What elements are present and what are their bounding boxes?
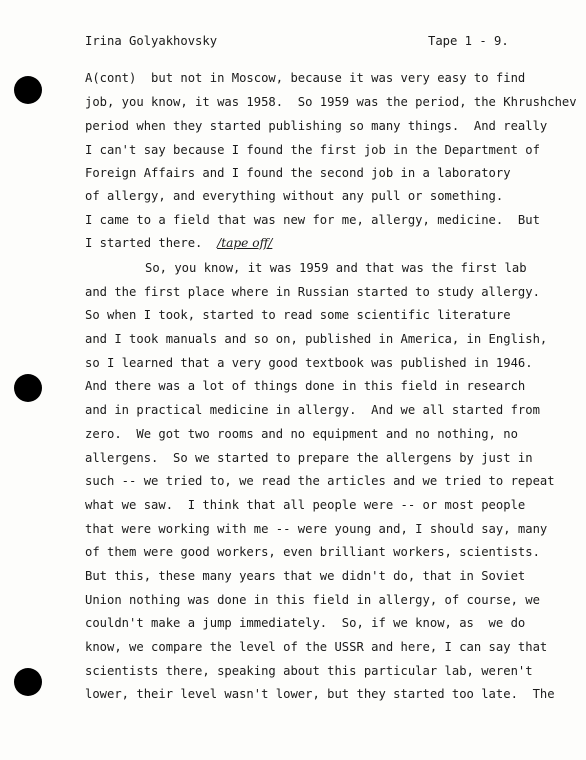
transcript-line: and the first place where in Russian started to study allergy. <box>85 285 540 299</box>
transcript-line: Union nothing was done in this field in allergy, of course, we <box>85 593 540 607</box>
transcript-line: so I learned that a very good textbook was published in 1946. <box>85 356 533 370</box>
transcript-line: what we saw. I think that all people were -- or most people <box>85 498 526 512</box>
transcript-line: of allergy, and everything without any pull or something. <box>85 189 504 203</box>
transcript-line: period when they started publishing so many things. And really <box>85 119 548 133</box>
punch-hole-middle <box>14 374 42 402</box>
transcript-line: such -- we tried to, we read the articles and we tried to repeat <box>85 474 555 488</box>
transcript-line: job, you know, it was 1958. So 1959 was the period, the Khrushchev <box>85 95 577 109</box>
transcript-line: But this, these many years that we didn't do, that in Soviet <box>85 569 526 583</box>
transcript-line: Foreign Affairs and I found the second job in a laboratory <box>85 166 511 180</box>
transcript-line <box>85 237 272 249</box>
transcript-line-text: I started there. <box>85 236 203 250</box>
transcript-line: that were working with me -- were young and, I should say, many <box>85 522 548 536</box>
transcript-line: and in practical medicine in allergy. And we all started from <box>85 403 540 417</box>
tape-off-annotation: /tape off/ <box>217 236 273 250</box>
tape-page-label: Tape 1 - 9. <box>428 34 509 48</box>
transcript-line: And there was a lot of things done in this field in research <box>85 379 526 393</box>
transcript-line: scientists there, speaking about this particular lab, weren't <box>85 664 533 678</box>
punch-hole-bottom <box>14 668 42 696</box>
punch-hole-top <box>14 76 42 104</box>
transcript-line: zero. We got two rooms and no equipment and no nothing, no <box>85 427 518 441</box>
transcript-line: know, we compare the level of the USSR and here, I can say that <box>85 640 548 654</box>
transcript-line: So when I took, started to read some scientific literature <box>85 308 511 322</box>
transcript-line: couldn't make a jump immediately. So, if we know, as we do <box>85 616 526 630</box>
transcript-line: and I took manuals and so on, published in America, in English, <box>85 332 548 346</box>
transcript-line: of them were good workers, even brilliant workers, scientists. <box>85 545 540 559</box>
transcript-line: lower, their level wasn't lower, but they started too late. The <box>85 687 555 701</box>
transcript-line: I can't say because I found the first job in the Department of <box>85 143 540 157</box>
interviewee-name: Irina Golyakhovsky <box>85 34 218 48</box>
transcript-line: A(cont) but not in Moscow, because it was very easy to find <box>85 71 526 85</box>
transcript-line: allergens. So we started to prepare the allergens by just in <box>85 451 533 465</box>
transcript-line: So, you know, it was 1959 and that was the first lab <box>145 261 527 275</box>
transcript-line: I came to a field that was new for me, allergy, medicine. But <box>85 213 540 227</box>
